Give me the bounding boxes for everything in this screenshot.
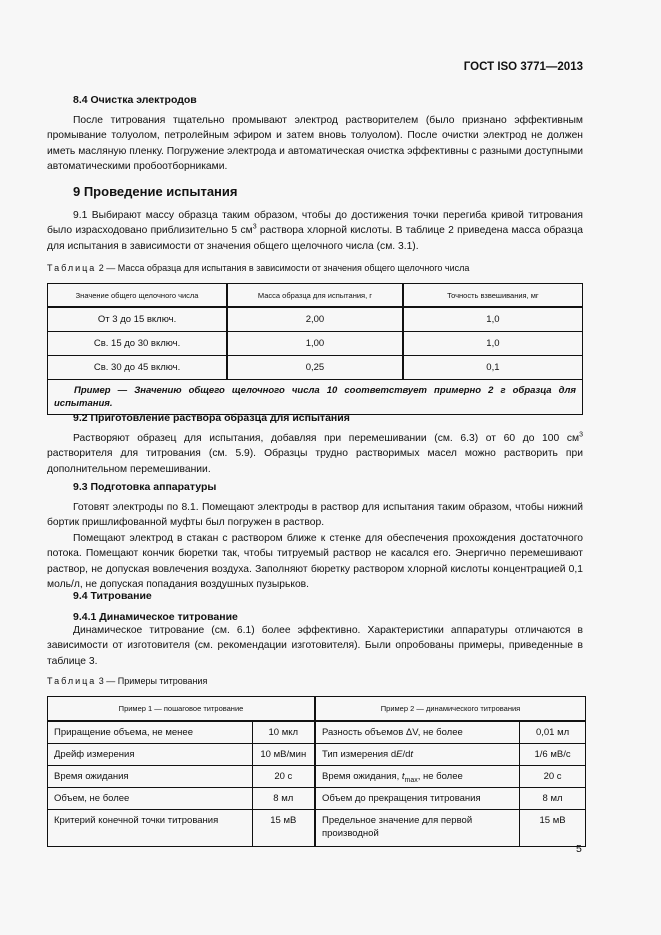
table-row — [48, 744, 586, 766]
table-header-cell: Пример 1 — пошаговое титрование — [48, 697, 315, 722]
table-cell: 10 мВ/мин — [252, 744, 315, 766]
table-header-cell: Точность взвешивания, мг — [403, 284, 583, 308]
section-9-2 — [47, 412, 583, 477]
table-cell: Дрейф измерения — [48, 744, 253, 766]
table-cell: Объем до прекращения титрования — [315, 788, 520, 810]
table-cell: 0,01 мл — [520, 721, 586, 744]
table-cell: 1,0 — [403, 307, 583, 332]
table-row — [48, 766, 586, 788]
section-9-3-p2: Помещают электрод в стакан с раствором ближе к стенке для обеспечения прохождения достаточного потока. Помещают кончик бюретки так, чтобы титруемый раствор не касался его. Энергично перемешивают раствор, не допуская вовлечения воздуха. Заполняют бюретку раствором хлорной кислоты концентрацией 0,1 моль/л, не допуская попадания воздушных пузырьков. — [47, 532, 583, 591]
table-cell: От 3 до 15 включ. — [48, 307, 228, 332]
table-cell: 20 с — [252, 766, 315, 788]
table-cell: 15 мВ — [252, 810, 315, 847]
table-cell: Время ожидания — [48, 766, 253, 788]
table-cell: 0,25 — [227, 356, 403, 380]
table-row — [48, 307, 583, 332]
table-cell: 1/6 мВ/с — [520, 744, 586, 766]
section-9-3 — [47, 481, 583, 592]
table3-caption: Таблица 3 — Примеры титрования — [47, 676, 208, 686]
table-header-row — [48, 697, 586, 722]
table-cell: 0,1 — [403, 356, 583, 380]
section-9-2-title: 9.2 Приготовление раствора образца для испытания — [73, 412, 350, 424]
table-header-row — [48, 284, 583, 308]
standard-header: ГОСТ ISO 3771—2013 — [463, 61, 583, 73]
table-note-row — [48, 380, 583, 415]
table-cell: 1,00 — [227, 332, 403, 356]
section-9-4-title: 9.4 Титрование — [73, 590, 152, 602]
table-3 — [47, 696, 586, 847]
table-cell: Тип измерения dE/dt — [315, 744, 520, 766]
table-cell: Св. 15 до 30 включ. — [48, 332, 228, 356]
section-9-3-p1: Готовят электроды по 8.1. Помещают электроды в раствор для испытания таким образом, чтобы нижний бортик пришлифованной муфты был погружен в раствор. — [47, 502, 583, 529]
section-8-4 — [47, 94, 583, 175]
table-cell: 15 мВ — [520, 810, 586, 847]
table-cell: Разность объемов ΔV, не более — [315, 721, 520, 744]
table-cell: 2,00 — [227, 307, 403, 332]
table-row — [48, 721, 586, 744]
table-cell: 10 мкл — [252, 721, 315, 744]
table-cell: Св. 30 до 45 включ. — [48, 356, 228, 380]
section-9 — [47, 184, 583, 254]
section-9-4 — [47, 590, 583, 669]
section-9-3-title: 9.3 Подготовка аппаратуры — [73, 481, 217, 493]
table-row — [48, 788, 586, 810]
table-2 — [47, 283, 583, 415]
table-cell: Время ожидания, $t_{max}$, не более — [315, 766, 520, 788]
section-9-4-1-text: Динамическое титрование (см. 6.1) более эффективно. Характеристики аппаратуры отличаются в зависимости от изготовителя (см. рекомендации изготовителя). Были опробованы примеры, приведенные в таблице 3. — [47, 625, 583, 667]
section-8-4-text: После титрования тщательно промывают электрод растворителем (было признано эффективным промывание толуолом, петролейным эфиром и затем вновь толуолом). После очистки электрод не должен иметь масляную пленку. Погружение электрода и автоматическая очистка эффективны с разными доступными автоматическими пробоотборниками. — [47, 115, 583, 173]
table-row — [48, 332, 583, 356]
table-header-cell: Значение общего щелочного числа — [48, 284, 228, 308]
table-row — [48, 810, 586, 847]
table2-caption: Таблица 2 — Масса образца для испытания в зависимости от значения общего щелочного числа — [47, 263, 470, 273]
table-cell: 8 мл — [252, 788, 315, 810]
table-header-cell: Пример 2 — динамического титрования — [315, 697, 586, 722]
section-9-4-1-title: 9.4.1 Динамическое титрование — [73, 611, 238, 623]
section-9-title: 9 Проведение испытания — [73, 184, 238, 199]
table-cell: Предельное значение для первой производной — [315, 810, 520, 847]
table-row — [48, 356, 583, 380]
table-cell: 8 мл — [520, 788, 586, 810]
table-cell: 1,0 — [403, 332, 583, 356]
section-8-4-title: 8.4 Очистка электродов — [73, 94, 197, 106]
section-9-1-text: 9.1 Выбирают массу образца таким образом, чтобы до достижения точки перегиба кривой титрования было израсходовано приблизительно 5 $см^3$ раствора хлорной кислоты. В таблице 2 приведена масса образца для испытания в зависимости от значения общего щелочного числа (см. 3.1). — [47, 210, 583, 252]
section-9-2-text: Растворяют образец для испытания, добавляя при перемешивании (см. 6.3) от 60 до 100 $см^3$ растворителя для титрования (см. 5.9). Образцы трудно растворимых масел можно растворить при дополнительном перемешивании. — [47, 431, 583, 475]
table-cell: Критерий конечной точки титрования — [48, 810, 253, 847]
table-cell: Объем, не более — [48, 788, 253, 810]
page-number: 5 — [576, 843, 582, 855]
table-header-cell: Масса образца для испытания, г — [227, 284, 403, 308]
table-cell: Приращение объема, не менее — [48, 721, 253, 744]
table-note: Пример — Значению общего щелочного числа 10 соответствует примерно 2 г образца для испытания. — [48, 380, 583, 415]
table-cell: 20 с — [520, 766, 586, 788]
